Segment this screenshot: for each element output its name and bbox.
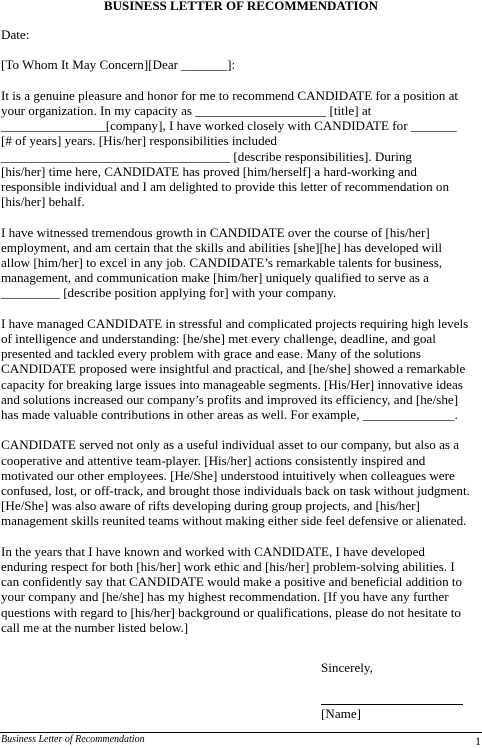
closing-block bbox=[321, 660, 373, 675]
footer-divider bbox=[0, 732, 482, 733]
signature-name: [Name] bbox=[321, 706, 361, 721]
paragraph-conclusion: In the years that I have known and worked with CANDIDATE, I have developed enduring respect for both [his/her] work ethic and [his/her] problem-solving abilities. I can confidently say that CANDIDATE would make a positive and beneficial addition to your company and [he/she] has my highest recommendation. [If you have any further questions with regard to [his/her] background or qualifications, please do not hesitate to call me at the number listed below.] bbox=[1, 543, 463, 635]
paragraph-teamwork: CANDIDATE served not only as a useful individual asset to our company, but also as a cooperative and attentive team-player. [His/her] actions consistently inspired and motivated our other employees. [He/She] understood intuitively when colleagues were confused, lost, or off-track, and brought those individuals back on task without judgment. [He/She] was also aware of rifts developing during group projects, and [his/her] management skills reunited teams without making either side feel defensive or alienated. bbox=[1, 437, 470, 529]
footer-document-title: Business Letter of Recommendation bbox=[1, 734, 145, 745]
page-number: 1 bbox=[475, 734, 481, 748]
closing-text: Sincerely, bbox=[321, 660, 373, 675]
date-line: Date: bbox=[1, 27, 30, 42]
paragraph-growth: I have witnessed tremendous growth in CANDIDATE over the course of [his/her] employment, and am certain that the skills and abilities [she][he] has developed will allow [him/her] to excel in any job. CANDIDATE’s remarkable talents for business, management, and communication make [him/her] uniquely qualified to serve as a _________ [describe position applying for] with your company. bbox=[1, 224, 443, 301]
paragraph-intro: It is a genuine pleasure and honor for me to recommend CANDIDATE for a position at your organization. In my capacity as ____________________ [title] at ________________[company], I have worked closely with CANDIDATE for _______ [# of years] years. [His/her] responsibilities included ___________________________________ [describe responsibilities]. During [his/her] time here, CANDIDATE has proved [him/herself] a hard-working and responsible individual and I am delighted to provide this letter of recommendation on [his/her] behalf. bbox=[1, 87, 459, 210]
salutation: [To Whom It May Concern][Dear _______]: bbox=[1, 57, 236, 73]
letter-title: BUSINESS LETTER OF RECOMMENDATION bbox=[103, 0, 379, 13]
paragraph-projects: I have managed CANDIDATE in stressful and complicated projects requiring high levels of intelligence and understanding: [he/she] met every challenge, deadline, and goal presented and tackled every problem with grace and ease. Many of the solutions CANDIDATE proposed were insightful and practical, and [he/she] showed a remarkable capacity for breaking large issues into manageable segments. [His/Her] innovative ideas and solutions increased our company’s profits and improved its efficiency, and [he/she] has made valuable contributions in other areas as well. For example, ______________. bbox=[1, 315, 469, 423]
signature-line bbox=[321, 704, 463, 705]
letter-body bbox=[1, 27, 481, 650]
